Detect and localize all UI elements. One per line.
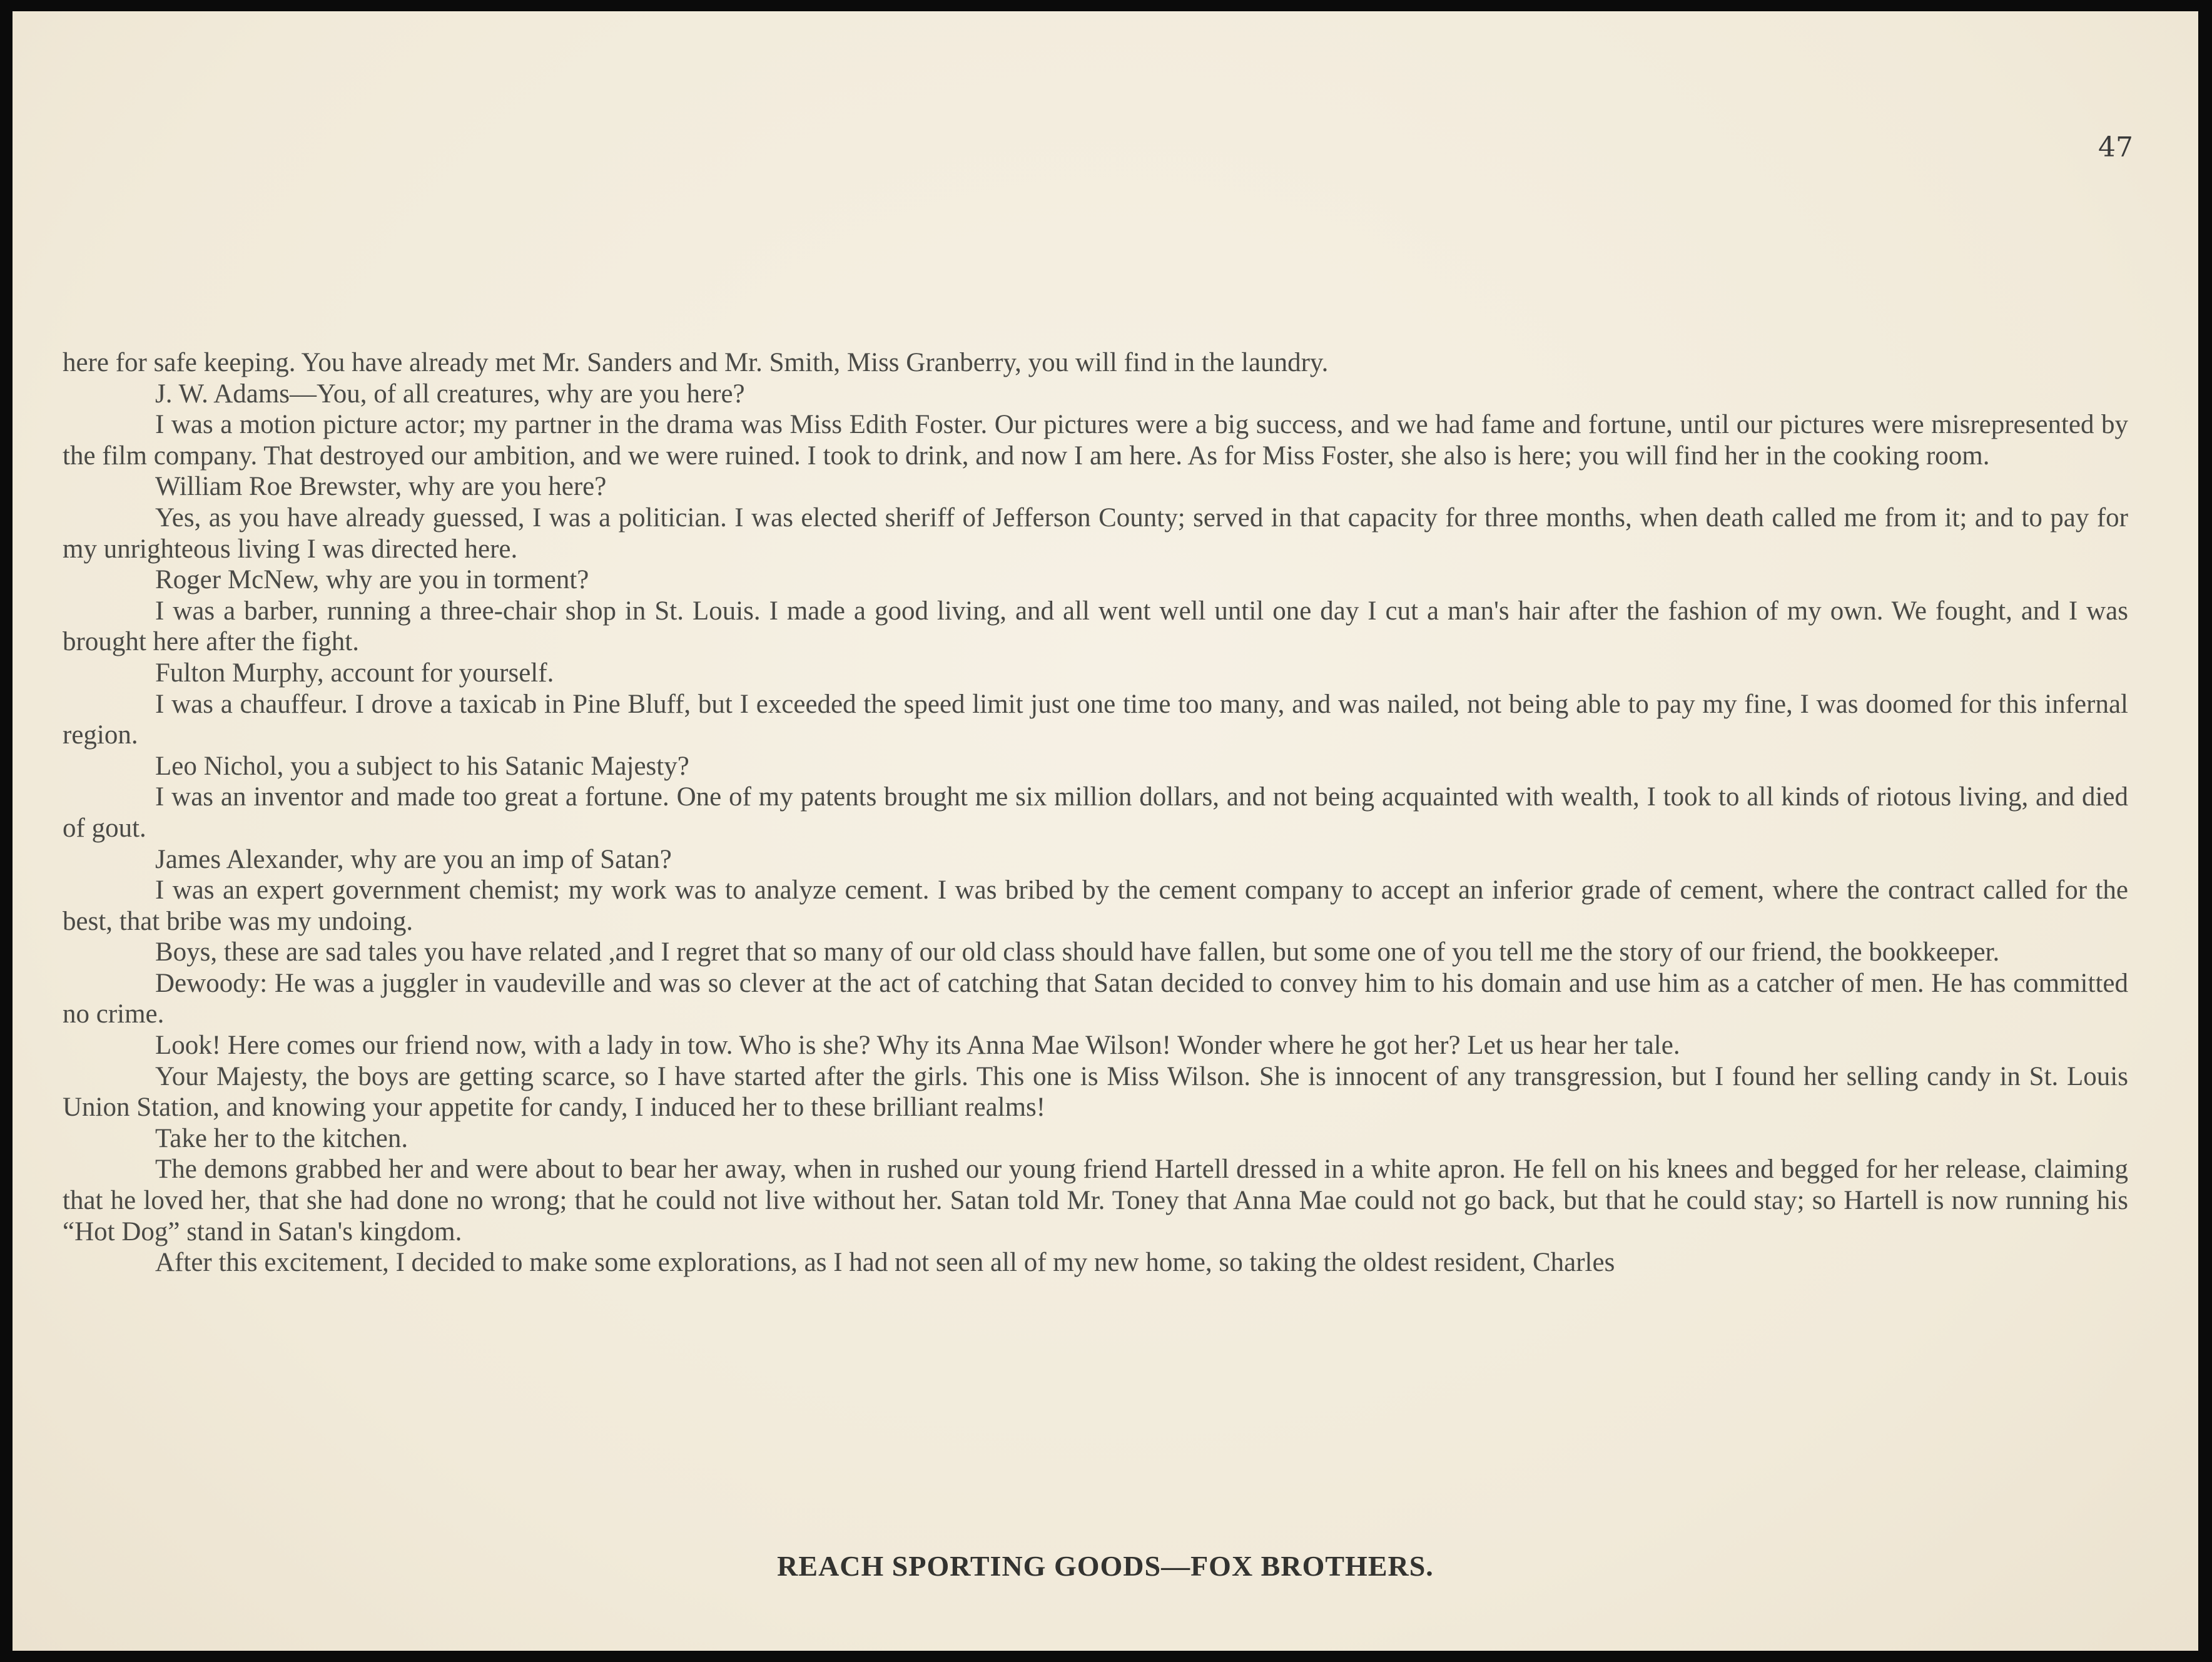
page-number: 47 [2098, 131, 2133, 163]
paragraph: I was an inventor and made too great a fortune. One of my patents brought me six million dollars, and not being acquainted with wealth, I took to all kinds of riotous living, and died of gout. [63, 782, 2128, 843]
paragraph: Look! Here comes our friend now, with a lady in tow. Who is she? Why its Anna Mae Wilson! Wonder where he got her? Let us hear her tale. [155, 1031, 1680, 1061]
paragraph: Take her to the kitchen. [155, 1123, 408, 1153]
paragraph: I was an expert government chemist; my work was to analyze cement. I was bribed by the cement company to accept an inferior grade of cement, where the contract called for the best, that bribe was my undoing. [63, 875, 2128, 936]
paragraph: The demons grabbed her and were about to bear her away, when in rushed our young friend Hartell dressed in a white apron. He fell on his knees and begged for her release, claiming that he loved her, that she had done no wrong; that he could not live without her. Satan told Mr. Toney that Anna Mae could not go back, but that he could stay; so Hartell is now running his “Hot Dog” stand in Satan's kingdom. [63, 1155, 2128, 1246]
book-page [13, 11, 2198, 1651]
paragraph: Dewoody: He was a juggler in vaudeville and was so clever at the act of catching that Satan decided to convey him to his domain and use him as a catcher of men. He has committed no crime. [63, 968, 2128, 1029]
paragraph: After this excitement, I decided to make some explorations, as I had not seen all of my new home, so taking the oldest resident, Charles [155, 1248, 1615, 1278]
paragraph: I was a barber, running a three-chair shop in St. Louis. I made a good living, and all went well until one day I cut a man's hair after the fashion of my own. We fought, and I was brought here after the fight. [63, 596, 2128, 657]
paragraph: Roger McNew, why are you in torment? [155, 565, 589, 595]
paragraph: Your Majesty, the boys are getting scarce, so I have started after the girls. This one is Miss Wilson. She is innocent of any transgression, but I found her selling candy in St. Louis Union Station, and knowing your appetite for candy, I induced her to these brilliant realms! [63, 1061, 2128, 1123]
paragraph: I was a chauffeur. I drove a taxicab in Pine Bluff, but I exceeded the speed limit just one time too many, and was nailed, not being able to pay my fine, I was doomed for this infernal region. [63, 689, 2128, 750]
body-text [63, 347, 2128, 1278]
paragraph: J. W. Adams—You, of all creatures, why are you here? [155, 379, 745, 409]
paragraph: William Roe Brewster, why are you here? [155, 472, 607, 502]
paragraph: Leo Nichol, you a subject to his Satanic Majesty? [155, 751, 689, 781]
paragraph: Yes, as you have already guessed, I was a politician. I was elected sheriff of Jefferson County; served in that capacity for three months, when death called me from it; and to pay for my unrighteous living I was directed here. [63, 502, 2128, 564]
paragraph: James Alexander, why are you an imp of Satan? [155, 844, 672, 874]
paragraph: here for safe keeping. You have already met Mr. Sanders and Mr. Smith, Miss Granberry, you will find in the laundry. [63, 348, 1329, 377]
paragraph: Fulton Murphy, account for yourself. [155, 658, 554, 688]
paragraph: Boys, these are sad tales you have related ,and I regret that so many of our old class should have fallen, but some one of you tell me the story of our friend, the bookkeeper. [155, 937, 2000, 967]
paragraph: I was a motion picture actor; my partner in the drama was Miss Edith Foster. Our pictures were a big success, and we had fame and fortune, until our pictures were misrepresented by the film company. That destroyed our ambition, and we were ruined. I took to drink, and now I am here. As for Miss Foster, she also is here; you will find her in the cooking room. [63, 410, 2128, 471]
page-footer: REACH SPORTING GOODS—FOX BROTHERS. [777, 1550, 1434, 1582]
